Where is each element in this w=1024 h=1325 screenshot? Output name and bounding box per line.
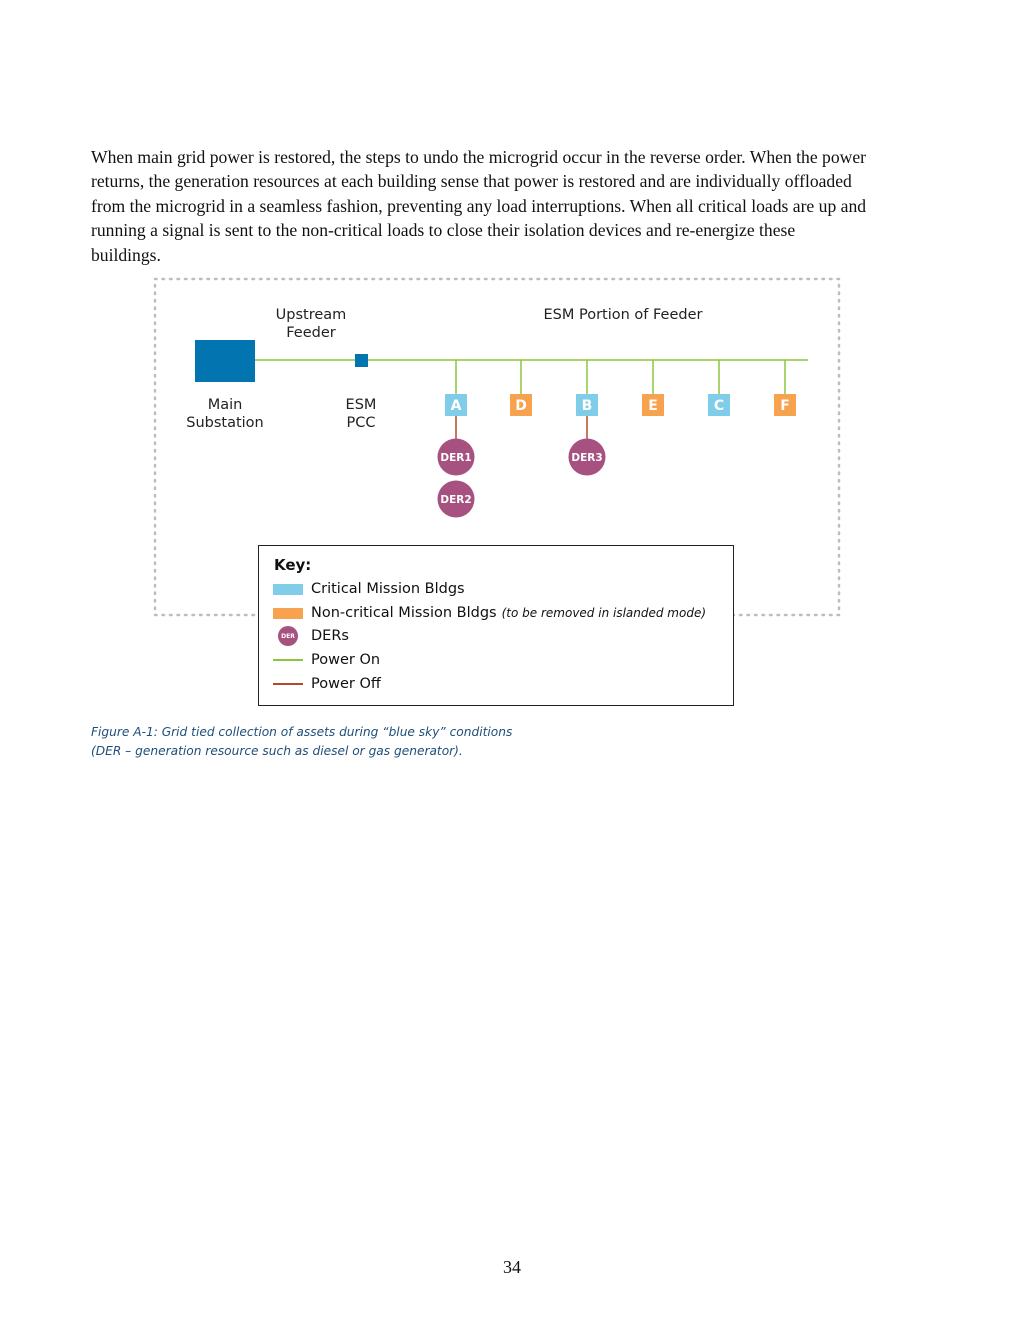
key-label: DERs [311,628,349,644]
diagram-key [258,545,734,706]
building-letter: A [450,398,462,414]
upstream-feeder-label: Upstream [275,307,347,323]
building-B [576,360,598,416]
der-icon: DER [278,626,298,646]
noncritical-swatch [273,608,303,619]
key-row-noncritical [273,603,706,623]
power-off-line-icon [273,683,303,685]
key-note: (to be removed in islanded mode) [501,606,707,620]
key-label: Power On [311,652,381,668]
building-E [642,360,664,416]
main-substation-label: Substation [186,415,264,431]
building-letter: B [581,398,593,414]
der-label: DER3 [571,452,603,464]
der-label: DER2 [440,494,472,506]
key-row-critical [273,579,465,599]
building-letter: E [648,398,658,414]
der2 [438,481,475,518]
building-C [708,360,730,416]
building-letter: C [713,398,725,414]
caption-line: (DER – generation resource such as diesel or gas generator). [91,744,463,758]
page-number: 34 [503,1257,521,1277]
power-on-line-icon [273,659,303,661]
key-row-ders [273,626,349,646]
key-title: Key: [274,556,312,574]
der-label: DER1 [440,452,472,464]
figure-caption [91,723,611,761]
key-row-power-off [273,674,381,694]
esm-pcc-label: ESM [345,397,377,413]
body-line: When main grid power is restored, the steps to undo the microgrid occur in the reverse order. When the power [91,147,867,167]
esm-pcc-icon [355,354,368,367]
main-substation-label: Main [207,397,243,413]
key-label: Critical Mission Bldgs [311,581,465,597]
der3 [569,439,606,476]
esm-portion-label: ESM Portion of Feeder [543,307,703,323]
building-letter: F [780,398,790,414]
building-F [774,360,796,416]
critical-swatch [273,584,303,595]
upstream-feeder-label: Feeder [286,325,336,341]
der1 [438,439,475,476]
body-line: buildings. [91,244,161,265]
caption-line: Figure A-1: Grid tied collection of assets during “blue sky” conditions [91,725,513,739]
key-row-power-on [273,650,380,670]
esm-pcc-label: PCC [346,415,376,431]
key-label: Power Off [311,676,381,692]
main-substation-icon [195,340,255,382]
body-line: running a signal is sent to the non-critical loads to close their isolation devices and re-energize these [91,220,796,241]
building-A [445,360,467,416]
building-D [510,360,532,416]
body-line: from the microgrid in a seamless fashion, preventing any load interruptions. When all critical loads are up and [91,195,867,216]
key-label: Non-critical Mission Bldgs [311,605,497,621]
body-line: returns, the generation resources at each building sense that power is restored and are individually offloaded [91,171,852,192]
building-letter: D [515,398,527,414]
